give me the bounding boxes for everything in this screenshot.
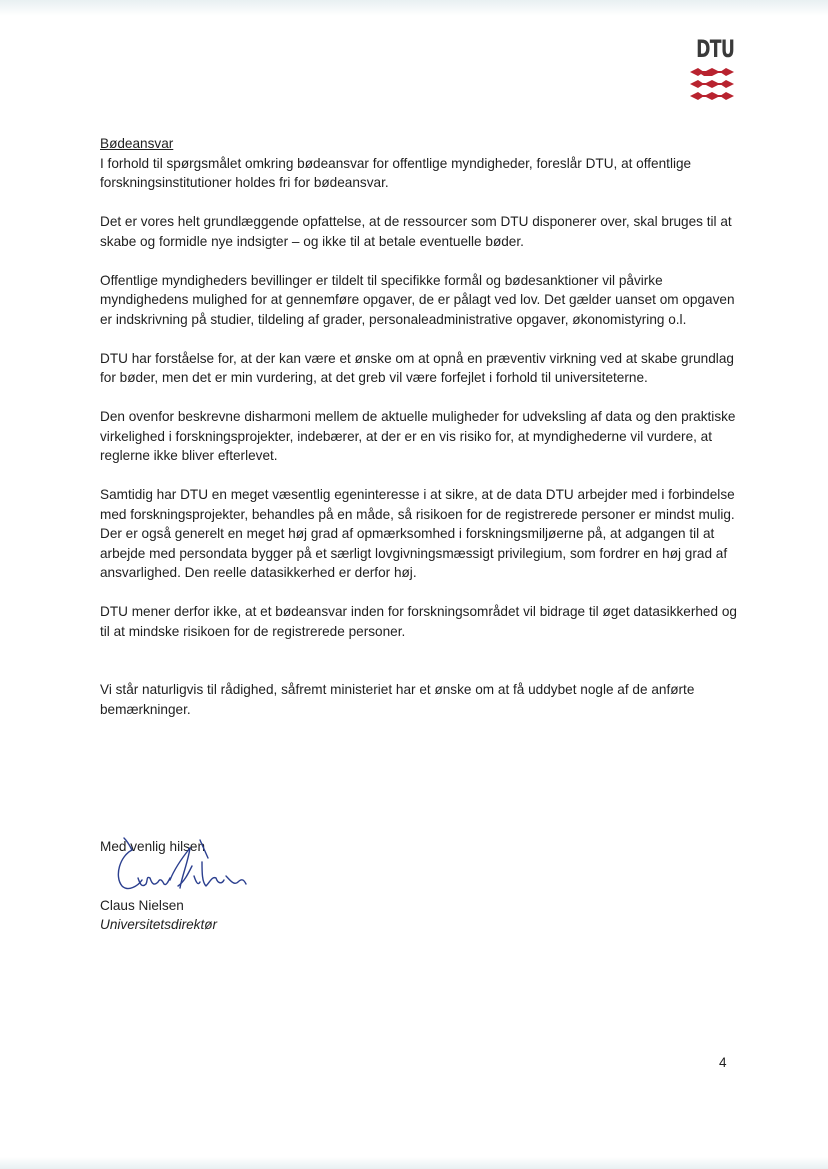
paragraph: Vi står naturligvis til rådighed, såfremt ministeriet har et ønske om at få uddybet nogle af de anførte bemærkninger.: [100, 682, 695, 717]
letter-body: [100, 134, 740, 739]
scan-edge-top: [0, 0, 828, 16]
dtu-logo-icon: [690, 68, 734, 104]
dtu-logo-text: DTU: [696, 35, 735, 63]
signatory-title: Universitetsdirektør: [100, 917, 218, 932]
signatory-name: Claus Nielsen: [100, 897, 184, 913]
paragraph: DTU mener derfor ikke, at et bødeansvar inden for forskningsområdet vil bidrage til øget datasikkerhed og til at mindske risikoen for de registrerede personer.: [100, 604, 737, 639]
paragraph: Den ovenfor beskrevne disharmoni mellem de aktuelle muligheder for udveksling af data og den praktiske virkelighed i forskningsprojekter, indebærer, at der er en vis risiko for, at myndighederne vil vurdere, at reglerne ikke bliver efterlevet.: [100, 409, 736, 463]
paragraph: Offentlige myndigheders bevillinger er tildelt til specifikke formål og bødesanktioner vil påvirke myndighedens mulighed for at gennemføre opgaver, de er pålagt ved lov. Det gælder uanset om opgaven er indskrivning på studier, tildeling af grader, personaleadministrative opgaver, økonomistyring o.l.: [100, 272, 735, 327]
paragraph: Samtidig har DTU en meget væsentlig egeninteresse i at sikre, at de data DTU arbejder med i forbindelse med forskningsprojekter, behandles på en måde, så risikoen for de registrerede personer er mindst mulig. Der er også generelt en meget høj grad af opmærksomhed i forskningsmiljøerne på, at adgangen til at arbejde med persondata bygger på et særligt lovgivningsmæssigt privilegium, som fordrer en høj grad af ansvarlighed. Den reelle datasikkerhed er derfor høj.: [100, 487, 735, 580]
paragraph: DTU har forståelse for, at der kan være et ønske om at opnå en præventiv virkning ved at skabe grundlag for bøder, men det er min vurdering, at det greb vil være forfejlet i forhold til universiteterne.: [100, 350, 734, 385]
scan-edge-bottom: [0, 1157, 828, 1169]
page-number: 4: [719, 1055, 727, 1070]
dtu-logo: [690, 36, 734, 106]
paragraph: Det er vores helt grundlæggende opfattelse, at de ressourcer som DTU disponerer over, skal bruges til at skabe og formidle nye indsigter – og ikke til at betale eventuelle bøder.: [100, 214, 732, 249]
section-heading: Bødeansvar: [100, 136, 174, 151]
paragraph: I forhold til spørgsmålet omkring bødeansvar for offentlige myndigheder, foreslår DTU, at offentlige forskningsinstitutioner holdes fri for bødeansvar.: [100, 155, 692, 190]
handwritten-signature: [112, 836, 252, 900]
closing-greeting: Med venlig hilsen: [100, 839, 206, 854]
